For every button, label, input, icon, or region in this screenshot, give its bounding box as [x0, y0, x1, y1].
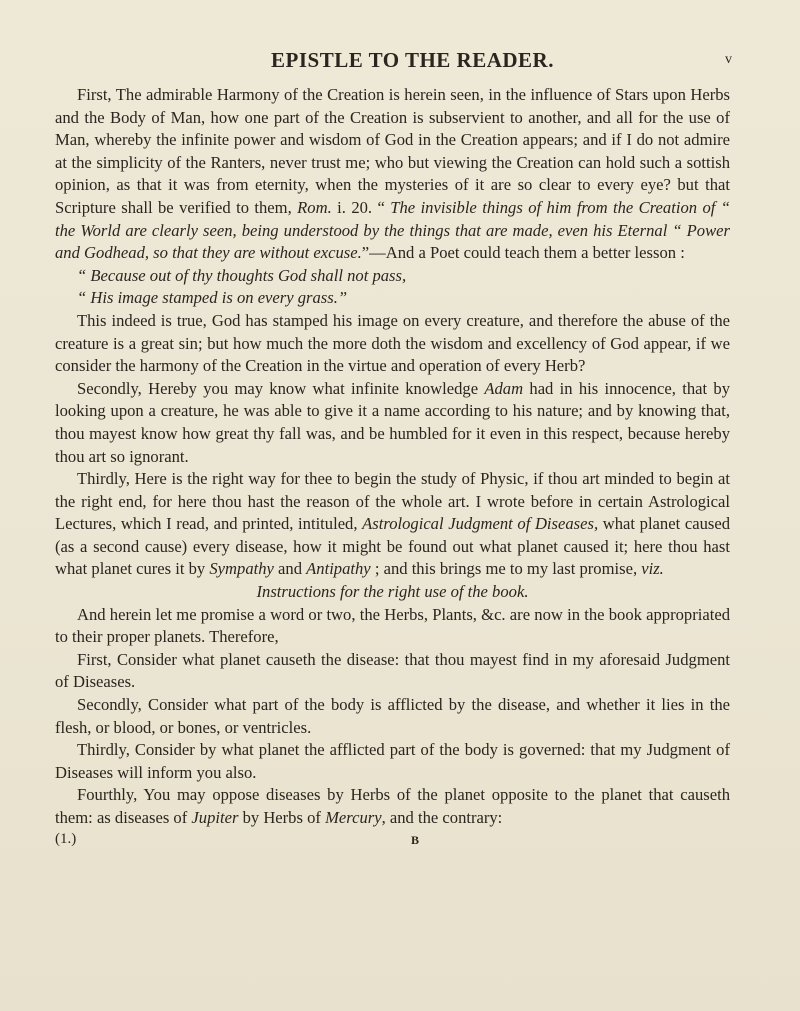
text-run: Thirdly, Here is the right way for thee to begin the study of Physic, if thou art minded to begin at the right end, for here thou hast the reason of the whole art. I wrote before in certain Astrological Lectures, which I read, and printed, intituled,: [55, 469, 730, 534]
text-run: This indeed is true, God has stamped his image on every creature, and therefore the abuse of the creature is a great sin; but how much the more doth the wisdom and excellency of God appear, if we consider the harmony of the Creation in the virtue and operation of every Herb?: [55, 310, 730, 376]
text-run: Thirdly, Consider by what planet the afflicted part of the body is governed: that my Judgment of Diseases will inform you also.: [55, 740, 730, 782]
paragraph: [55, 310, 730, 378]
signature-mark: B: [411, 832, 420, 847]
paragraph: [55, 694, 730, 739]
text-run: And herein let me promise a word or two, the Herbs, Plants, &c. are now in the book appropriated to their proper planets. Therefore,: [55, 604, 730, 647]
verse-line: [55, 265, 730, 288]
text-run: Fourthly, You may oppose diseases by Herbs of the planet opposite to the planet that causeth them: as diseases of: [55, 785, 730, 827]
italic-text: Antipathy: [306, 559, 371, 579]
running-head: EPISTLE TO THE READER.: [271, 48, 554, 72]
italic-text: Mercury: [325, 808, 382, 827]
paragraph: [55, 468, 730, 581]
sheet-mark: (1.): [55, 830, 77, 847]
italic-text: Sympathy: [209, 559, 274, 579]
text-run: Instructions for the right use of the book.: [256, 582, 529, 602]
italic-text: Rom.: [297, 197, 332, 217]
section-heading: [55, 581, 730, 604]
paragraph: [55, 604, 730, 649]
text-run: Secondly, Consider what part of the body is afflicted by the disease, and whether it lies in the flesh, or blood, or bones, or ventricles.: [55, 695, 730, 737]
text-run: Secondly, Hereby you may know what infinite knowledge: [77, 378, 485, 398]
text-run: “ His image stamped is on every grass.”: [77, 288, 348, 308]
italic-text: viz.: [641, 559, 664, 579]
text-run: First, The admirable Harmony of the Creation is herein seen, in the influence of Stars upon Herbs and the Body of Man, how one part of the Creation is subservient to another, and all for the use of Man, whereby the infinite power and wisdom of God in the Creation appears; and if I do not admire at the simplicity of the Ranters, never trust me; who but viewing the Creation can hold such a sottish opinion, as that it was from eternity, when the mysteries of it are so clear to every eye? but that Scripture shall be verified to them,: [55, 85, 730, 217]
paragraph: [55, 84, 730, 265]
text-run: ”—And a Poet could teach them a better lesson :: [361, 243, 685, 263]
text-run: i. 20. “: [331, 197, 391, 217]
text-run: , and the contrary:: [381, 808, 503, 827]
paragraph: [55, 739, 730, 784]
verse-line: [55, 287, 730, 310]
page-header: [55, 0, 730, 84]
text-run: “ Because out of thy thoughts God shall not pass,: [77, 265, 407, 285]
paragraph: [55, 784, 730, 829]
text-run: First, Consider what planet causeth the disease: that thou mayest find in my aforesaid Judgment of Diseases.: [55, 649, 730, 692]
italic-text: Astrological Judgment of Diseases,: [362, 514, 599, 534]
italic-text: Adam: [484, 378, 524, 398]
paragraph: [55, 378, 730, 468]
page-footer: [55, 831, 730, 855]
text-run: by Herbs of: [238, 808, 326, 827]
text-run: had in his innocence, that by looking upon a creature, he was able to give it a name according to his nature; and by knowing that, thou mayest know how great thy fall was, and be humbled for it even in this respect, because hereby thou art so ignorant.: [55, 378, 730, 466]
page-body: [55, 84, 730, 830]
text-run: what planet caused (as a second cause) every disease, how it might be found out what planet caused it; here thou hast what planet cures it by: [55, 514, 730, 579]
text-run: ; and this brings me to my last promise,: [370, 559, 642, 579]
italic-text: The invisible things of him from the Creation of “ the World are clearly seen, being understood by the things that are made, even his Eternal “ Power and Godhead, so that they are without excuse.: [55, 197, 730, 263]
paragraph: [55, 649, 730, 694]
italic-text: Jupiter: [191, 808, 239, 827]
page-number: v: [725, 52, 732, 67]
text-run: and: [273, 559, 307, 579]
